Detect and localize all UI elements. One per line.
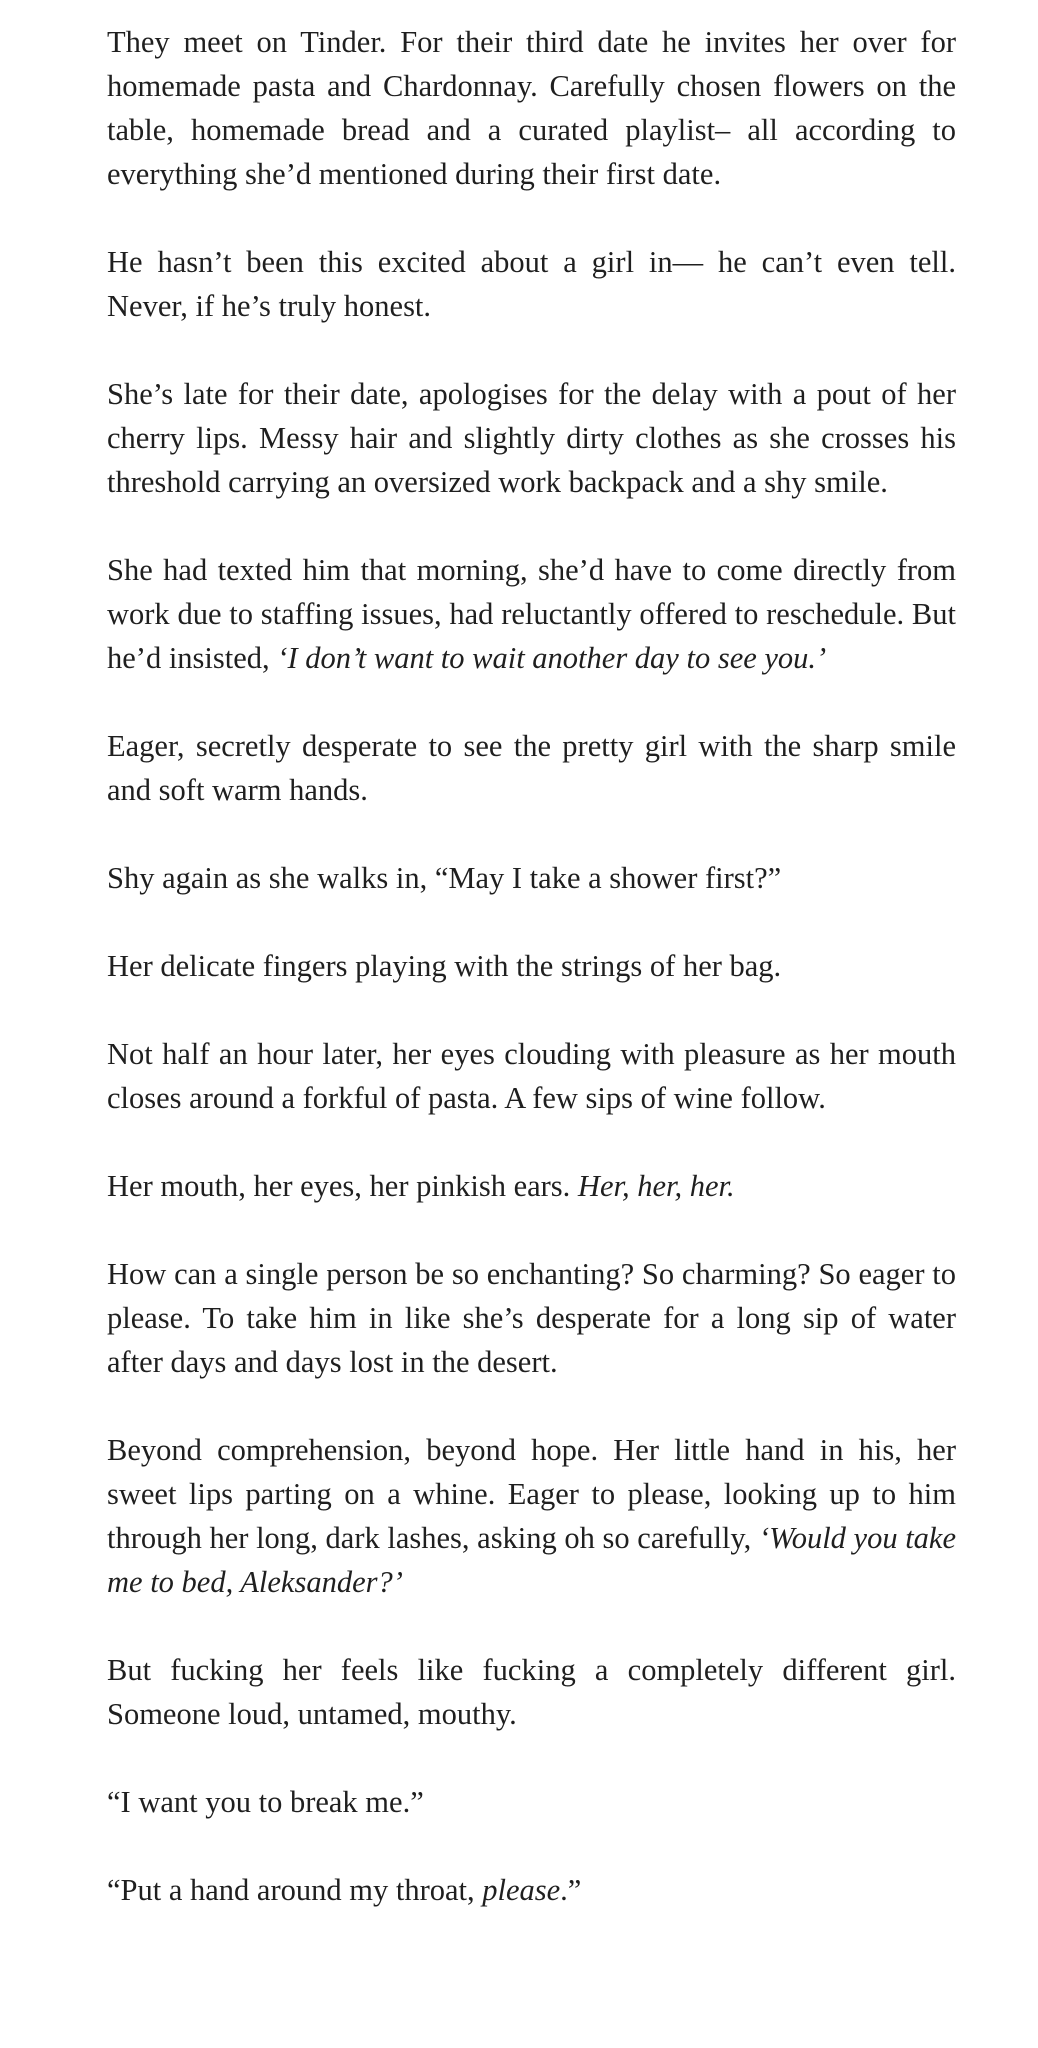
paragraph-text: She had texted him that morning, she’d have to come directly from work due to staffing issues, had reluctantly offered to reschedule. But he’d insisted, xyxy=(107,553,956,675)
italic-text: ‘I don’t want to wait another day to see you.’ xyxy=(277,641,827,675)
italic-text: Her, her, her. xyxy=(577,1169,735,1203)
paragraph-text: They meet on Tinder. For their third date he invites her over for homemade pasta and Chardonnay. Carefully chosen flowers on the table, homemade bread and a curated playlist– all according to everything she’d mentioned during their first date. xyxy=(107,25,956,191)
story-paragraph xyxy=(107,724,956,812)
italic-text: ‘Would you take me to bed, Aleksander?’ xyxy=(107,1521,957,1599)
story-paragraph xyxy=(107,1032,956,1120)
italic-text: please xyxy=(482,1873,561,1907)
story-paragraph xyxy=(107,1648,956,1736)
paragraph-text: “I want you to break me.” xyxy=(107,1785,424,1819)
story-paragraph xyxy=(107,1780,956,1824)
story-paragraph xyxy=(107,1164,956,1208)
story-paragraph xyxy=(107,1868,956,1912)
paragraph-text: Eager, secretly desperate to see the pretty girl with the sharp smile and soft warm hands. xyxy=(107,729,956,807)
paragraph-text: He hasn’t been this excited about a girl in— he can’t even tell. Never, if he’s truly honest. xyxy=(107,245,956,323)
story-paragraph xyxy=(107,856,956,900)
paragraph-text: Her mouth, her eyes, her pinkish ears. xyxy=(107,1169,578,1203)
story-paragraph xyxy=(107,548,956,680)
paragraph-text: Not half an hour later, her eyes clouding with pleasure as her mouth closes around a forkful of pasta. A few sips of wine follow. xyxy=(107,1037,956,1115)
paragraph-text: She’s late for their date, apologises for the delay with a pout of her cherry lips. Messy hair and slightly dirty clothes as she crosses his threshold carrying an oversized work backpack and a shy smile. xyxy=(107,377,956,499)
paragraph-text: “Put a hand around my throat, xyxy=(107,1873,483,1907)
paragraph-text: Shy again as she walks in, “May I take a shower first?” xyxy=(107,861,782,895)
story-paragraph xyxy=(107,1428,956,1604)
story-paragraph xyxy=(107,944,956,988)
paragraph-text: Beyond comprehension, beyond hope. Her little hand in his, her sweet lips parting on a whine. Eager to please, looking up to him through her long, dark lashes, asking oh so carefully, xyxy=(107,1433,956,1555)
story-paragraph xyxy=(107,1252,956,1384)
paragraph-text: .” xyxy=(560,1873,582,1907)
story-paragraph xyxy=(107,240,956,328)
story-paragraph xyxy=(107,372,956,504)
paragraph-text: How can a single person be so enchanting? So charming? So eager to please. To take him in like she’s desperate for a long sip of water after days and days lost in the desert. xyxy=(107,1257,956,1379)
paragraph-text: Her delicate fingers playing with the strings of her bag. xyxy=(107,949,782,983)
paragraph-text: But fucking her feels like fucking a completely different girl. Someone loud, untamed, mouthy. xyxy=(107,1653,956,1731)
story-paragraph xyxy=(107,20,956,196)
